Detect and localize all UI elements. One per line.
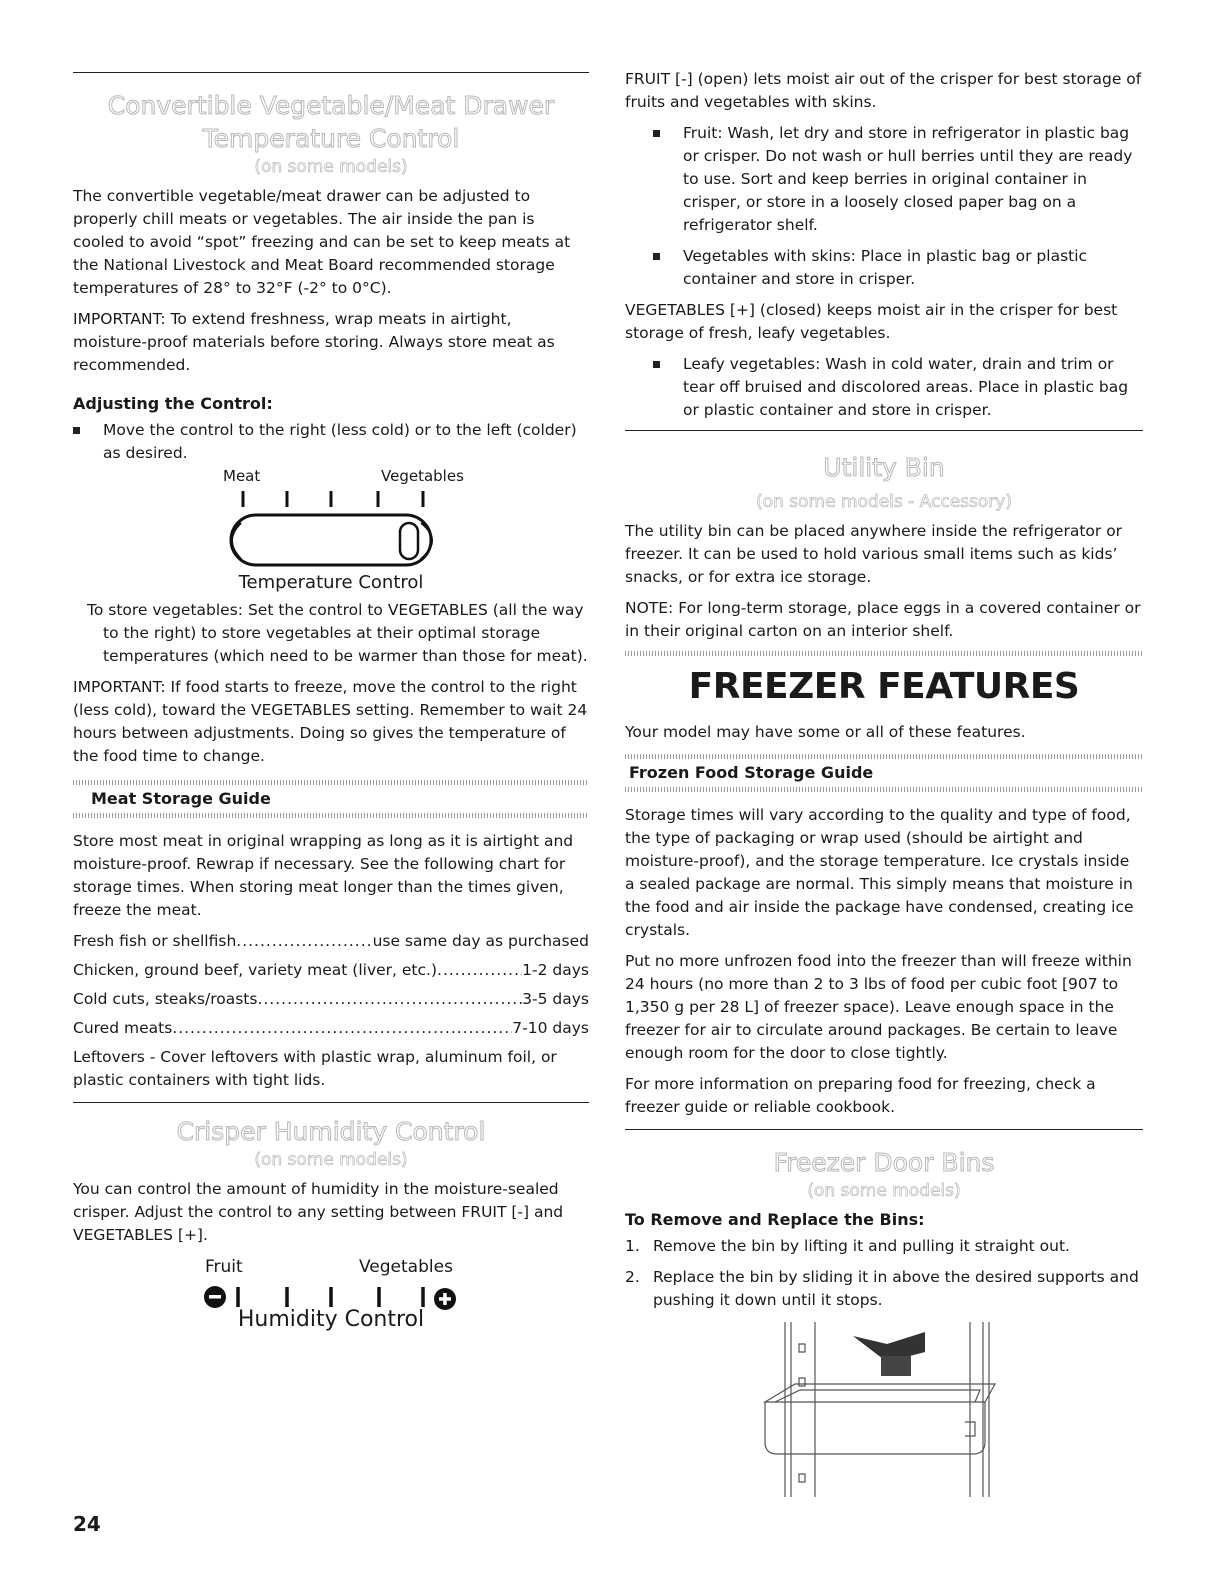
utility-paragraph: The utility bin can be placed anywhere inside the refrigerator or freezer. It can be used to hold various small items such as kids’ snacks, or for extra ice storage. (625, 522, 1123, 586)
frozen-paragraph-2: Put no more unfrozen food into the freezer than will freeze within 24 hours (no more than 2 to 3 lbs of food per cubic foot [907 to 1,350 g per 28 L] of freezer space). Leave enough space in the freezer for air to circulate around packages. Be certain to leave enough room for the door to close tightly. (625, 952, 1132, 1062)
step-2: 2. Replace the bin by sliding it in above the desired supports and pushing it down until it stops. (625, 1268, 1139, 1309)
drawer-important: IMPORTANT: To extend freshness, wrap meats in airtight, moisture-proof materials before storing. Always store meat as recommended. (73, 310, 555, 374)
table-row: Cured meats ..... 7-10 days (73, 1017, 589, 1040)
table-row: Chicken, ground beef, variety meat (liver, etc.) ..... 1-2 days (73, 959, 589, 982)
leftovers-paragraph: Leftovers - Cover leftovers with plastic wrap, aluminum foil, or plastic containers with tight lids. (73, 1048, 557, 1089)
meat-guide-heading: Meat Storage Guide (91, 789, 271, 808)
crisper-subtitle: (on some models) (254, 1150, 408, 1170)
section-rule (625, 430, 1143, 431)
freezer-features-title: FREEZER FEATURES (688, 666, 1080, 707)
hatch-rule (625, 651, 1143, 656)
humidity-control-caption: Humidity Control (237, 1307, 425, 1332)
fruit-paragraph: FRUIT [-] (open) lets moist air out of the crisper for best storage of fruits and vegetables with skins. (625, 70, 1142, 111)
adjusting-heading: Adjusting the Control: (73, 394, 273, 413)
utility-subtitle: (on some models - Accessory) (756, 492, 1012, 512)
meat-storage-table (73, 930, 589, 1040)
temperature-control-caption: Temperature Control (238, 572, 424, 593)
section-rule (73, 1102, 589, 1103)
meat-guide-paragraph: Store most meat in original wrapping as long as it is airtight and moisture-proof. Rewrap if necessary. See the following chart for storage times. When storing meat longer than the times given, freeze the meat. (73, 832, 574, 919)
table-row: Fresh fish or shellfish ..... use same day as purchased (73, 930, 589, 953)
step-1: 1. Remove the bin by lifting it and pulling it straight out. (625, 1237, 1070, 1255)
drawer-title: Convertible Vegetable/Meat Drawer Temperature Control (107, 91, 555, 153)
remove-replace-heading: To Remove and Replace the Bins: (625, 1210, 925, 1229)
humidity-label-fruit: Fruit (205, 1257, 243, 1277)
frozen-paragraph-3: For more information on preparing food for freezing, check a freezer guide or reliable cookbook. (625, 1075, 1096, 1116)
hatch-rule (73, 813, 589, 818)
top-rule-left (73, 72, 589, 73)
temp-label-vegetables: Vegetables (381, 467, 464, 485)
frozen-paragraph-1: Storage times will vary according to the quality and type of food, the type of packaging or wrap used (should be airtight and moisture-proof), and the storage temperature. Ice crystals inside a sealed package are normal. This simply means that moisture in the food and air inside the package have condensed, creating ice crystals. (625, 806, 1134, 939)
hatch-rule (625, 787, 1143, 792)
fruit-bullet: Fruit: Wash, let dry and store in refrigerator in plastic bag or crisper. Do not wash or hull berries until they are ready to use. Sort and keep berries in original container in crisper, or store in a loosely closed paper bag on a refrigerator shelf. (625, 122, 1143, 237)
crisper-title: Crisper Humidity Control (176, 1117, 486, 1146)
adjusting-bullet: Move the control to the right (less cold) or to the left (colder) as desired. (73, 419, 589, 465)
door-bin-illustration (625, 1322, 1143, 1502)
freezer-intro: Your model may have some or all of these features. (625, 723, 1026, 741)
right-column (625, 68, 1143, 1506)
utility-title: Utility Bin (823, 453, 945, 482)
store-vegetables-paragraph: To store vegetables: Set the control to VEGETABLES (all the way to the right) to store vegetables at their optimal storage temperatures (which need to be warmer than those for meat). (87, 601, 588, 665)
humidity-label-vegetables: Vegetables (359, 1257, 453, 1277)
door-bins-title: Freezer Door Bins (773, 1148, 995, 1177)
frozen-guide-heading: Frozen Food Storage Guide (629, 763, 874, 782)
temperature-control-diagram (73, 467, 589, 599)
leafy-bullet: Leafy vegetables: Wash in cold water, drain and trim or tear off bruised and discolored areas. Place in plastic bag or plastic container and store in crisper. (625, 353, 1143, 422)
humidity-control-diagram (73, 1255, 589, 1335)
drawer-subtitle: (on some models) (254, 157, 408, 177)
door-bins-subtitle: (on some models) (807, 1181, 961, 1201)
temp-label-meat: Meat (223, 467, 261, 485)
skins-bullet: Vegetables with skins: Place in plastic bag or plastic container and store in crisper. (625, 245, 1143, 291)
note-paragraph: NOTE: For long-term storage, place eggs in a covered container or in their original carton on an interior shelf. (625, 599, 1141, 640)
left-column (73, 72, 589, 1335)
drawer-paragraph: The convertible vegetable/meat drawer can be adjusted to properly chill meats or vegetables. The air inside the pan is cooled to avoid “spot” freezing and can be set to keep meats at the National Livestock and Meat Board recommended storage temperatures of 28° to 32°F (-2° to 0°C). (73, 187, 571, 297)
important-paragraph: IMPORTANT: If food starts to freeze, move the control to the right (less cold), toward the VEGETABLES setting. Remember to wait 24 hours between adjustments. Doing so gives the temperature of the food time to change. (73, 678, 588, 765)
section-rule (625, 1129, 1143, 1130)
table-row: Cold cuts, steaks/roasts ..... 3-5 days (73, 988, 589, 1011)
vegetables-paragraph: VEGETABLES [+] (closed) keeps moist air in the crisper for best storage of fresh, leafy vegetables. (625, 301, 1118, 342)
page-number: 24 (73, 1512, 101, 1536)
crisper-paragraph: You can control the amount of humidity in the moisture-sealed crisper. Adjust the control to any setting between FRUIT [-] and VEGETABLES [+]. (73, 1180, 564, 1244)
